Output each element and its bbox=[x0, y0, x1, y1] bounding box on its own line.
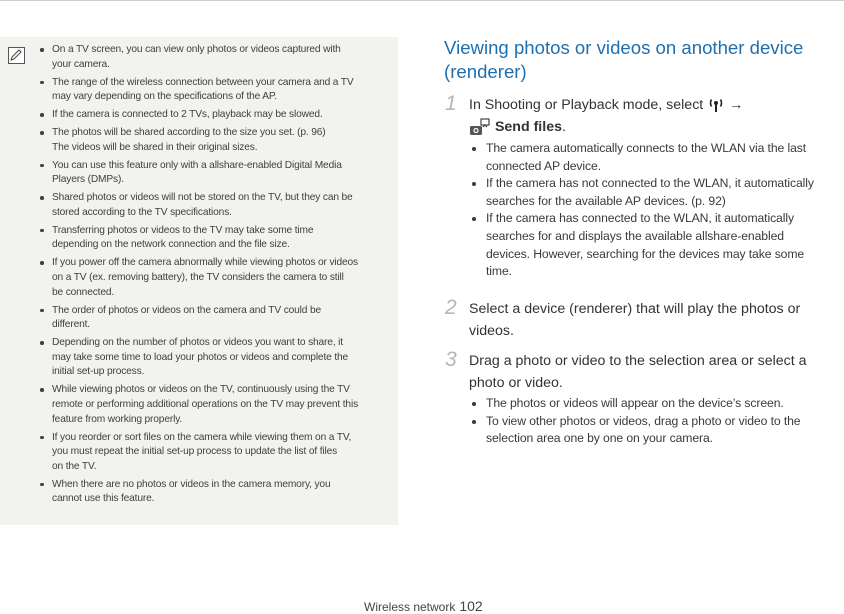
note-item: Transferring photos or videos to the TV may take some time depending on the network connection and the file size. bbox=[38, 224, 390, 253]
list-item: The camera automatically connects to the WLAN via the last connected AP device. bbox=[469, 140, 844, 175]
note-item: You can use this feature only with a allshare-enabled Digital Media Players (DMPs). bbox=[38, 159, 390, 188]
list-item: If the camera has not connected to the WLAN, it automatically searches for the available AP devices. (p. 92) bbox=[469, 175, 844, 210]
step-text: Drag a photo or video to the selection area or select a photo or video. bbox=[469, 353, 807, 391]
send-files-label: Send files bbox=[494, 119, 562, 135]
step-number: 3 bbox=[445, 348, 457, 371]
note-item: Shared photos or videos will not be stored on the TV, but they can be stored according to the TV specifications. bbox=[38, 191, 390, 220]
list-item: To view other photos or videos, drag a photo or video to the selection area one by one on your camera. bbox=[469, 413, 844, 448]
note-item: The order of photos or videos on the camera and TV could be different. bbox=[38, 304, 390, 333]
note-item: Depending on the number of photos or videos you want to share, it may take some time to load your photos or videos and complete the initial set-up process. bbox=[38, 336, 390, 380]
note-pencil-icon bbox=[8, 47, 25, 64]
note-list bbox=[38, 43, 390, 510]
step-text: In Shooting or Playback mode, select → Send files. bbox=[469, 97, 744, 135]
step-bullets bbox=[469, 395, 844, 448]
note-item: On a TV screen, you can view only photos or videos captured with your camera. bbox=[38, 43, 390, 72]
section-title: Viewing photos or videos on another device (renderer) bbox=[444, 37, 804, 82]
page-number: 102 bbox=[459, 598, 483, 614]
note-item: If you reorder or sort files on the camera while viewing them on a TV, you must repeat the initial set-up process to update the list of files on the TV. bbox=[38, 431, 390, 475]
send-files-icon bbox=[469, 118, 491, 136]
note-item: The photos will be shared according to the size you set. (p. 96) The videos will be shared in their original sizes. bbox=[38, 126, 390, 155]
list-item: The photos or videos will appear on the device’s screen. bbox=[469, 395, 844, 413]
step-number: 2 bbox=[445, 296, 457, 319]
step-text: Select a device (renderer) that will play the photos or videos. bbox=[469, 301, 801, 339]
step-bullets bbox=[469, 140, 844, 281]
list-item: If the camera has connected to the WLAN, it automatically searches for and displays the available allshare-enabled devices. However, searching for the devices may take some time. bbox=[469, 210, 844, 280]
footer-section: Wireless network bbox=[364, 600, 456, 614]
page-footer bbox=[364, 598, 483, 614]
note-item: The range of the wireless connection between your camera and a TV may vary depending on the specifications of the AP. bbox=[38, 76, 390, 105]
note-item: If the camera is connected to 2 TVs, playback may be slowed. bbox=[38, 108, 390, 123]
wireless-icon bbox=[707, 96, 725, 114]
note-item: If you power off the camera abnormally while viewing photos or videos on a TV (ex. removing battery), the TV considers the camera to still be connected. bbox=[38, 256, 390, 300]
note-box bbox=[0, 37, 398, 525]
note-item: When there are no photos or videos in the camera memory, you cannot use this feature. bbox=[38, 478, 390, 507]
note-item: While viewing photos or videos on the TV, continuously using the TV remote or performing additional operations on the TV may prevent this feature from working properly. bbox=[38, 383, 390, 427]
top-rule bbox=[0, 0, 844, 1]
step-number: 1 bbox=[445, 92, 457, 115]
